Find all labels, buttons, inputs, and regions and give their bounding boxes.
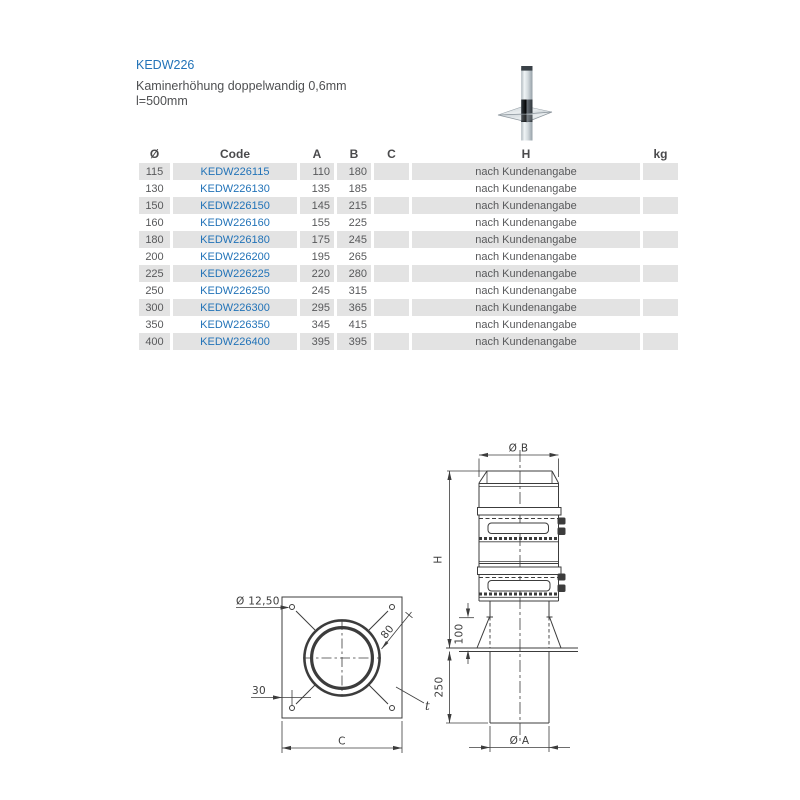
table-cell: 395	[300, 333, 334, 350]
table-row	[139, 163, 678, 180]
product-code-link[interactable]: KEDW226160	[200, 216, 270, 229]
table-cell: 110	[300, 163, 334, 180]
elevation-view	[446, 450, 578, 752]
product-code-link[interactable]: KEDW226130	[200, 182, 270, 195]
dim-label-diagonal: 80	[378, 622, 397, 642]
table-cell: 315	[348, 284, 367, 297]
product-photo	[488, 52, 588, 157]
dim-label-collar-height: 100	[453, 623, 466, 645]
product-code-cell	[173, 299, 297, 316]
table-row	[139, 231, 678, 248]
table-row	[139, 316, 678, 333]
table-cell: 185	[348, 182, 367, 195]
table-cell: 415	[348, 318, 367, 331]
table-cell: 160	[145, 216, 164, 229]
table-cell: nach Kundenangabe	[475, 182, 577, 195]
table-cell: 300	[139, 299, 170, 316]
table-cell: 265	[348, 250, 367, 263]
table-row	[139, 333, 678, 350]
table-cell	[643, 299, 678, 316]
table-cell	[374, 265, 409, 282]
product-code-link[interactable]: KEDW226150	[200, 199, 270, 212]
table-header-row	[139, 144, 678, 163]
table-cell: nach Kundenangabe	[475, 318, 577, 331]
product-code-cell	[173, 248, 297, 265]
product-code-link[interactable]: KEDW226350	[200, 318, 270, 331]
col-header-code: Code	[220, 146, 250, 161]
product-code-cell	[173, 316, 297, 333]
dim-label-hole-diameter: Ø 12,50	[236, 595, 280, 608]
table-cell: nach Kundenangabe	[412, 333, 640, 350]
table-cell: 220	[300, 265, 334, 282]
dim-label-edge-offset: 30	[252, 685, 266, 697]
table-cell: 135	[311, 182, 330, 195]
product-code-link[interactable]: KEDW226300	[200, 301, 270, 314]
product-code-link[interactable]: KEDW226180	[200, 233, 270, 246]
table-cell: 195	[311, 250, 330, 263]
col-header-b: B	[349, 146, 359, 161]
table-cell: 365	[337, 299, 371, 316]
col-header-a: A	[312, 146, 322, 161]
table-row	[139, 214, 678, 231]
table-cell	[643, 163, 678, 180]
product-code-cell	[173, 163, 297, 180]
table-cell	[374, 248, 409, 265]
plan-view	[236, 597, 424, 753]
table-cell: 150	[139, 197, 170, 214]
table-cell: 215	[337, 197, 371, 214]
col-header-kg: kg	[653, 146, 668, 161]
table-row	[139, 197, 678, 214]
table-cell	[374, 180, 409, 197]
table-cell: nach Kundenangabe	[412, 231, 640, 248]
table-cell: 130	[145, 182, 164, 195]
product-code-cell	[173, 282, 297, 299]
product-title: Kaminerhöhung doppelwandig 0,6mm	[136, 79, 347, 93]
table-body	[139, 163, 678, 350]
table-cell: 145	[300, 197, 334, 214]
table-cell: 245	[337, 231, 371, 248]
product-code: KEDW226	[136, 58, 195, 72]
table-cell	[643, 248, 678, 265]
table-cell	[374, 214, 409, 231]
table-cell	[374, 231, 409, 248]
table-cell	[374, 333, 409, 350]
table-cell: nach Kundenangabe	[412, 265, 640, 282]
table-cell	[643, 180, 678, 197]
table-cell: 180	[337, 163, 371, 180]
technical-drawing	[210, 420, 620, 790]
product-header	[136, 58, 347, 109]
product-code-cell	[173, 214, 297, 231]
dim-label-plate-width: C	[338, 735, 346, 748]
table-cell	[643, 197, 678, 214]
table-cell: 345	[311, 318, 330, 331]
table-cell	[643, 265, 678, 282]
table-row	[139, 180, 678, 197]
table-cell: nach Kundenangabe	[412, 197, 640, 214]
dimensions-table	[136, 144, 681, 350]
table-cell	[643, 333, 678, 350]
table-cell: 200	[145, 250, 164, 263]
product-photo-image	[488, 52, 588, 152]
table-cell: nach Kundenangabe	[412, 163, 640, 180]
table-cell: 155	[311, 216, 330, 229]
table-cell	[374, 282, 409, 299]
dim-label-stub-length: 250	[433, 676, 446, 698]
product-code-cell	[173, 197, 297, 214]
table-cell: 180	[139, 231, 170, 248]
table-row	[139, 282, 678, 299]
table-cell: 115	[139, 163, 170, 180]
product-code-link[interactable]: KEDW226200	[200, 250, 270, 263]
product-subtitle: l=500mm	[136, 94, 188, 108]
table-cell: 395	[337, 333, 371, 350]
product-code-cell	[173, 180, 297, 197]
table-cell: 295	[300, 299, 334, 316]
table-cell: 250	[145, 284, 164, 297]
table-cell	[643, 282, 678, 299]
table-cell: 225	[348, 216, 367, 229]
table-row	[139, 248, 678, 265]
dim-label-inner-diameter: Ø A	[509, 735, 530, 747]
table-cell	[643, 316, 678, 333]
product-code-link[interactable]: KEDW226250	[200, 284, 270, 297]
table-cell: 225	[139, 265, 170, 282]
table-cell: nach Kundenangabe	[475, 250, 577, 263]
product-code-cell	[173, 231, 297, 248]
table-cell	[643, 231, 678, 248]
product-code-cell	[173, 333, 297, 350]
table-row	[139, 265, 678, 282]
col-header-h: H	[521, 146, 531, 161]
table-cell: 350	[145, 318, 164, 331]
product-code-link[interactable]: KEDW226400	[200, 335, 270, 348]
col-header-diameter: Ø	[149, 146, 160, 161]
table-cell: nach Kundenangabe	[475, 216, 577, 229]
table-cell	[374, 299, 409, 316]
table-cell	[374, 163, 409, 180]
table-cell: 175	[300, 231, 334, 248]
dim-label-outer-diameter: Ø B	[508, 442, 529, 455]
table-cell: 400	[139, 333, 170, 350]
table-cell: 245	[311, 284, 330, 297]
table-cell	[374, 197, 409, 214]
table-cell	[374, 316, 409, 333]
product-code-cell	[173, 265, 297, 282]
table-row	[139, 299, 678, 316]
col-header-c: C	[387, 146, 396, 161]
dim-label-thickness: t	[425, 699, 430, 713]
dim-label-height: H	[432, 555, 445, 564]
product-code-link[interactable]: KEDW226115	[200, 165, 270, 178]
table-cell	[643, 214, 678, 231]
product-code-link[interactable]: KEDW226225	[200, 267, 270, 280]
table-cell: nach Kundenangabe	[412, 299, 640, 316]
table-cell: 280	[337, 265, 371, 282]
table-cell: nach Kundenangabe	[475, 284, 577, 297]
